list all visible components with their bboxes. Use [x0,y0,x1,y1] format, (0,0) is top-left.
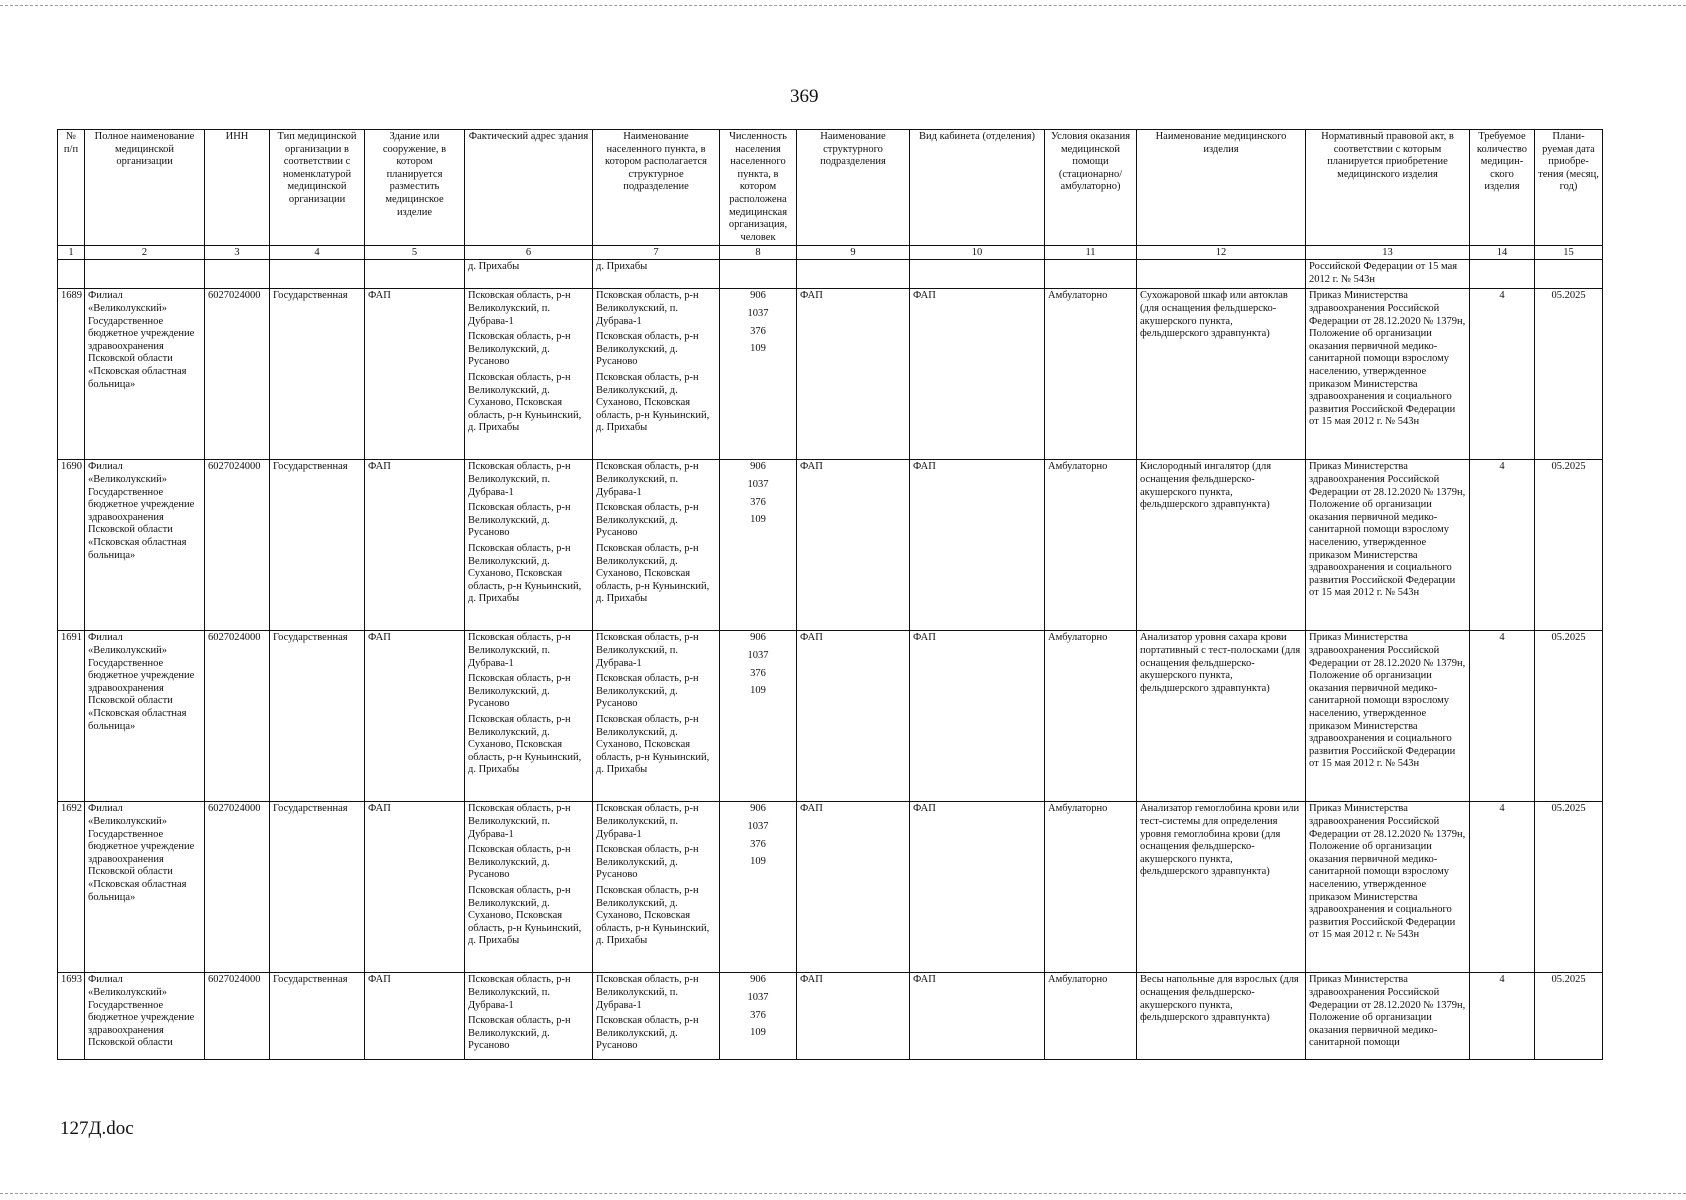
settlement-entry: Псковская область, р-н Великолукский, п. Дубрава-1 [596,632,699,669]
col-header: Тип медицинской организации в соответствии с номенклатурой медицинской организации [270,130,365,246]
population-value: 109 [750,514,766,526]
building-name: ФАП [365,973,465,1060]
inn-value: 6027024000 [205,973,270,1060]
organization-type: Государственная [270,802,365,973]
population-value: 1037 [747,991,769,1003]
settlement-entry: Псковская область, р-н Великолукский, д. Суханово, Псковская область, р-н Куньинский, д. Прихабы [596,371,710,434]
population-value: 906 [750,632,766,644]
column-number: 3 [205,246,270,260]
address-entry: Псковская область, р-н Великолукский, п. Дубрава-1 [468,974,571,1011]
address-entry: Псковская область, р-н Великолукский, д. Русаново [468,1015,571,1052]
column-number: 11 [1045,246,1137,260]
col-header: Наименование структурного подразделения [797,130,910,246]
organization-type: Государственная [270,631,365,802]
col-header: Наименование медицинского изделия [1137,130,1306,246]
population-value: 906 [750,974,766,986]
legal-act: Приказ Министерства здравоохранения Российской Федерации от 28.12.2020 № 1379н, Положение об организации оказания первичной медико-санитарной помощи взрослому населению, утвержденное приказом Министерства здравоохранения и социального развития Российской Федерации от 15 мая 2012 г. № 543н [1306,802,1470,973]
address-entry: Псковская область, р-н Великолукский, д. Суханово, Псковская область, р-н Куньинский, д. Прихабы [468,371,582,434]
col-header: Вид кабинета (отделения) [910,130,1045,246]
table-row [58,802,1603,973]
address-cell [465,973,593,1060]
building-name: ФАП [365,631,465,802]
population-cell [720,460,797,631]
address-entry: Псковская область, р-н Великолукский, д. Суханово, Псковская область, р-н Куньинский, д. Прихабы [468,713,582,776]
col-header: Нормативный правовой акт, в соответствии с которым планируется приобретение медицинского изделия [1306,130,1470,246]
settlement-entry: Псковская область, р-н Великолукский, д. Суханово, Псковская область, р-н Куньинский, д. Прихабы [596,713,710,776]
organization-name: Филиал «Великолукский» Государственное бюджетное учреждение здравоохранения Псковской области «Псковская областная больница» [85,460,205,631]
address-entry: Псковская область, р-н Великолукский, д. Суханово, Псковская область, р-н Куньинский, д. Прихабы [468,542,582,605]
population-cell [720,973,797,1060]
column-number: 2 [85,246,205,260]
settlement-entry: Псковская область, р-н Великолукский, д. Русаново [596,844,699,881]
cell [1045,260,1137,289]
address-entry: Псковская область, р-н Великолукский, п. Дубрава-1 [468,290,571,327]
cell [797,260,910,289]
column-number: 13 [1306,246,1470,260]
table-row [58,460,1603,631]
population-value: 376 [750,325,766,337]
planned-date: 05.2025 [1535,802,1603,973]
address-entry: Псковская область, р-н Великолукский, д. Русаново [468,844,571,881]
col-header: Численность населения населенного пункта, в котором расположена медицинская организация, человек [720,130,797,246]
cell [1470,260,1535,289]
division-name: ФАП [797,802,910,973]
organization-name: Филиал «Великолукский» Государственное бюджетное учреждение здравоохранения Псковской области «Псковская областная больница» [85,289,205,460]
col-header: Требуемое количество медицин-ского изделия [1470,130,1535,246]
address-entry: Псковская область, р-н Великолукский, п. Дубрава-1 [468,632,571,669]
cell [365,260,465,289]
table-row [58,631,1603,802]
population-value: 376 [750,667,766,679]
organization-type: Государственная [270,460,365,631]
settlement-entry: Псковская область, р-н Великолукский, д. Суханово, Псковская область, р-н Куньинский, д. Прихабы [596,884,710,947]
cell [1535,260,1603,289]
column-number: 12 [1137,246,1306,260]
care-conditions: Амбулаторно [1045,802,1137,973]
required-quantity: 4 [1470,973,1535,1060]
column-number: 1 [58,246,85,260]
care-conditions: Амбулаторно [1045,631,1137,802]
column-number: 8 [720,246,797,260]
settlement-cell [593,802,720,973]
document-filename: 127Д.doc [60,1118,134,1139]
building-name: ФАП [365,460,465,631]
settlement-entry: Псковская область, р-н Великолукский, п. Дубрава-1 [596,974,699,1011]
planned-date: 05.2025 [1535,631,1603,802]
organization-name: Филиал «Великолукский» Государственное бюджетное учреждение здравоохранения Псковской области «Псковская областная больница» [85,802,205,973]
table-row [58,289,1603,460]
continuation-act: Российской Федерации от 15 мая 2012 г. № 543н [1306,260,1470,289]
page-number: 369 [790,86,819,107]
header-row [58,130,1603,246]
column-number: 4 [270,246,365,260]
settlement-cell [593,289,720,460]
building-name: ФАП [365,802,465,973]
settlement-entry: Псковская область, р-н Великолукский, п. Дубрава-1 [596,461,699,498]
address-cell [465,631,593,802]
population-cell [720,802,797,973]
inn-value: 6027024000 [205,802,270,973]
cell [1137,260,1306,289]
address-entry: Псковская область, р-н Великолукский, д. Суханово, Псковская область, р-н Куньинский, д. Прихабы [468,884,582,947]
medical-device-name: Анализатор гемоглобина крови или тест-системы для определения уровня гемоглобина крови (для оснащения фельдшерско-акушерского пункта, фельдшерского здравпункта) [1137,802,1306,973]
column-number-row [58,246,1603,260]
legal-act: Приказ Министерства здравоохранения Российской Федерации от 28.12.2020 № 1379н, Положение об организации оказания первичной медико-санитарной помощи взрослому населению, утвержденное приказом Министерства здравоохранения и социального развития Российской Федерации от 15 мая 2012 г. № 543н [1306,460,1470,631]
settlement-entry: Псковская область, р-н Великолукский, п. Дубрава-1 [596,290,699,327]
organization-type: Государственная [270,289,365,460]
continuation-settlement: д. Прихабы [593,260,720,289]
continuation-row [58,260,1603,289]
required-quantity: 4 [1470,631,1535,802]
care-conditions: Амбулаторно [1045,460,1137,631]
required-quantity: 4 [1470,460,1535,631]
col-header: ИНН [205,130,270,246]
col-header: Фактический адрес здания [465,130,593,246]
settlement-entry: Псковская область, р-н Великолукский, д. Русаново [596,502,699,539]
settlement-entry: Псковская область, р-н Великолукский, д. Русаново [596,673,699,710]
cell [205,260,270,289]
settlement-entry: Псковская область, р-н Великолукский, д. Русаново [596,1015,699,1052]
address-cell [465,460,593,631]
settlement-entry: Псковская область, р-н Великолукский, п. Дубрава-1 [596,803,699,840]
address-entry: Псковская область, р-н Великолукский, д. Русаново [468,673,571,710]
division-name: ФАП [797,289,910,460]
population-value: 1037 [747,820,769,832]
column-number: 6 [465,246,593,260]
cabinet-type: ФАП [910,802,1045,973]
column-number: 14 [1470,246,1535,260]
inn-value: 6027024000 [205,631,270,802]
address-entry: Псковская область, р-н Великолукский, п. Дубрава-1 [468,461,571,498]
legal-act: Приказ Министерства здравоохранения Российской Федерации от 28.12.2020 № 1379н, Положение об организации оказания первичной медико-санитарной помощи взрослому населению, утвержденное приказом Министерства здравоохранения и социального развития Российской Федерации от 15 мая 2012 г. № 543н [1306,289,1470,460]
medical-device-name: Сухожаровой шкаф или автоклав (для оснащения фельдшерско-акушерского пункта, фельдшерского здравпункта) [1137,289,1306,460]
col-header: Полное наименование медицинской организации [85,130,205,246]
settlement-cell [593,973,720,1060]
column-number: 9 [797,246,910,260]
cabinet-type: ФАП [910,460,1045,631]
population-value: 906 [750,290,766,302]
population-value: 376 [750,1009,766,1021]
inn-value: 6027024000 [205,289,270,460]
column-number: 5 [365,246,465,260]
planned-date: 05.2025 [1535,460,1603,631]
col-header: Здание или сооружение, в котором планируется разместить медицинское изделие [365,130,465,246]
row-number: 1692 [58,802,85,973]
col-header: Условия оказания медицинской помощи (стационарно/ амбулаторно) [1045,130,1137,246]
population-value: 376 [750,838,766,850]
organization-name: Филиал «Великолукский» Государственное бюджетное учреждение здравоохранения Псковской области «Псковская областная больница» [85,631,205,802]
cabinet-type: ФАП [910,973,1045,1060]
population-cell [720,289,797,460]
cell [85,260,205,289]
settlement-cell [593,460,720,631]
medical-device-name: Анализатор уровня сахара крови портативный с тест-полосками (для оснащения фельдшерско-акушерского пункта, фельдшерского здравпункта) [1137,631,1306,802]
planned-date: 05.2025 [1535,973,1603,1060]
col-header: № п/п [58,130,85,246]
column-number: 7 [593,246,720,260]
population-value: 1037 [747,478,769,490]
medical-device-name: Весы напольные для взрослых (для оснащения фельдшерско-акушерского пункта, фельдшерского здравпункта) [1137,973,1306,1060]
settlement-entry: Псковская область, р-н Великолукский, д. Русаново [596,331,699,368]
continuation-address: д. Прихабы [465,260,593,289]
address-cell [465,289,593,460]
population-value: 906 [750,803,766,815]
organization-type: Государственная [270,973,365,1060]
legal-act: Приказ Министерства здравоохранения Российской Федерации от 28.12.2020 № 1379н, Положение об организации оказания первичной медико-санитарной помощи взрослому населению, утвержденное приказом Министерства здравоохранения и социального развития Российской Федерации от 15 мая 2012 г. № 543н [1306,631,1470,802]
population-value: 109 [750,1027,766,1039]
population-value: 1037 [747,307,769,319]
address-cell [465,802,593,973]
cabinet-type: ФАП [910,631,1045,802]
care-conditions: Амбулаторно [1045,973,1137,1060]
cell [720,260,797,289]
cell [58,260,85,289]
table-row [58,973,1603,1060]
column-number: 15 [1535,246,1603,260]
inn-value: 6027024000 [205,460,270,631]
cell [910,260,1045,289]
cabinet-type: ФАП [910,289,1045,460]
building-name: ФАП [365,289,465,460]
row-number: 1690 [58,460,85,631]
division-name: ФАП [797,631,910,802]
row-number: 1691 [58,631,85,802]
scan-edge-bottom [0,1193,1686,1194]
cell [270,260,365,289]
population-value: 109 [750,343,766,355]
population-value: 109 [750,856,766,868]
row-number: 1693 [58,973,85,1060]
population-cell [720,631,797,802]
settlement-cell [593,631,720,802]
division-name: ФАП [797,460,910,631]
population-value: 109 [750,685,766,697]
row-number: 1689 [58,289,85,460]
col-header: Наименование населенного пункта, в котором располагается структурное подразделение [593,130,720,246]
address-entry: Псковская область, р-н Великолукский, д. Русаново [468,502,571,539]
settlement-entry: Псковская область, р-н Великолукский, д. Суханово, Псковская область, р-н Куньинский, д. Прихабы [596,542,710,605]
address-entry: Псковская область, р-н Великолукский, д. Русаново [468,331,571,368]
division-name: ФАП [797,973,910,1060]
column-number: 10 [910,246,1045,260]
medical-device-name: Кислородный ингалятор (для оснащения фельдшерско-акушерского пункта, фельдшерского здравпункта) [1137,460,1306,631]
registry-table [57,129,1603,1060]
planned-date: 05.2025 [1535,289,1603,460]
legal-act: Приказ Министерства здравоохранения Российской Федерации от 28.12.2020 № 1379н, Положение об организации оказания первичной медико-санитарной помощи [1306,973,1470,1060]
required-quantity: 4 [1470,802,1535,973]
population-value: 376 [750,496,766,508]
population-value: 1037 [747,649,769,661]
required-quantity: 4 [1470,289,1535,460]
scan-edge-top [0,5,1686,6]
organization-name: Филиал «Великолукский» Государственное бюджетное учреждение здравоохранения Псковской области [85,973,205,1060]
col-header: Плани-руемая дата приобре-тения (месяц, год) [1535,130,1603,246]
care-conditions: Амбулаторно [1045,289,1137,460]
address-entry: Псковская область, р-н Великолукский, п. Дубрава-1 [468,803,571,840]
population-value: 906 [750,461,766,473]
